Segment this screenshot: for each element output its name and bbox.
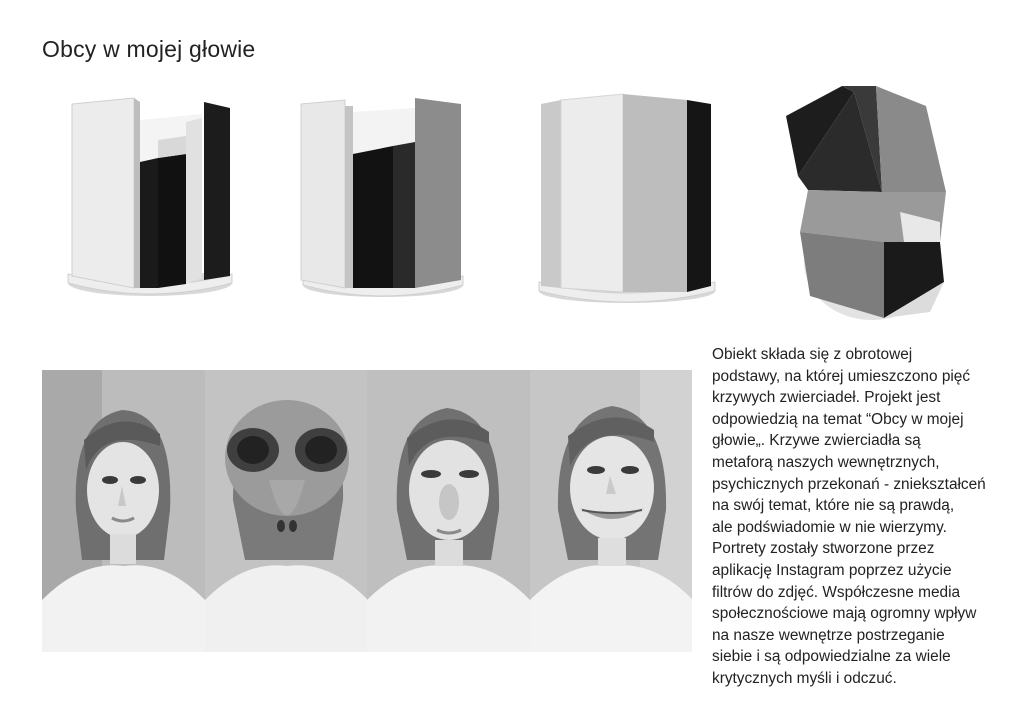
mirror-object-render-3: [535, 92, 720, 307]
portrait-mouth-filter: [530, 370, 693, 652]
portrait-distortion-filter: [367, 370, 530, 652]
mirror-object-render-1: [62, 92, 242, 307]
portrait-alien-filter: [205, 370, 368, 652]
mirror-object-render-2: [297, 92, 472, 307]
portrait-strip: [42, 370, 692, 652]
page-title: Obcy w mojej głowie: [42, 36, 256, 62]
portrait-original: [42, 370, 205, 652]
project-description: Obiekt składa się z obrotowej podstawy, na której umieszczono pięć krzywych zwierciadeł. Projekt jest odpowiedzią na temat “Obcy w mojej głowie„. Krzywe zwierciadła są metaforą naszych wewnętrznych, psychicznych przekonań - zniekształceń na swój temat, które nie są prawdą, ale podświadomie w nie wierzymy. Portrety zostały stworzone przez aplikację Instagram poprzez użycie filtrów do zdjęć. Współczesne media społecznościowe mają ogromny wpływ na nasze wewnętrze postrzeganie siebie i są odpowiedzialne za wiele krytycznych myśli i odczuć.: [712, 346, 986, 687]
mirror-object-render-top: [780, 82, 950, 322]
